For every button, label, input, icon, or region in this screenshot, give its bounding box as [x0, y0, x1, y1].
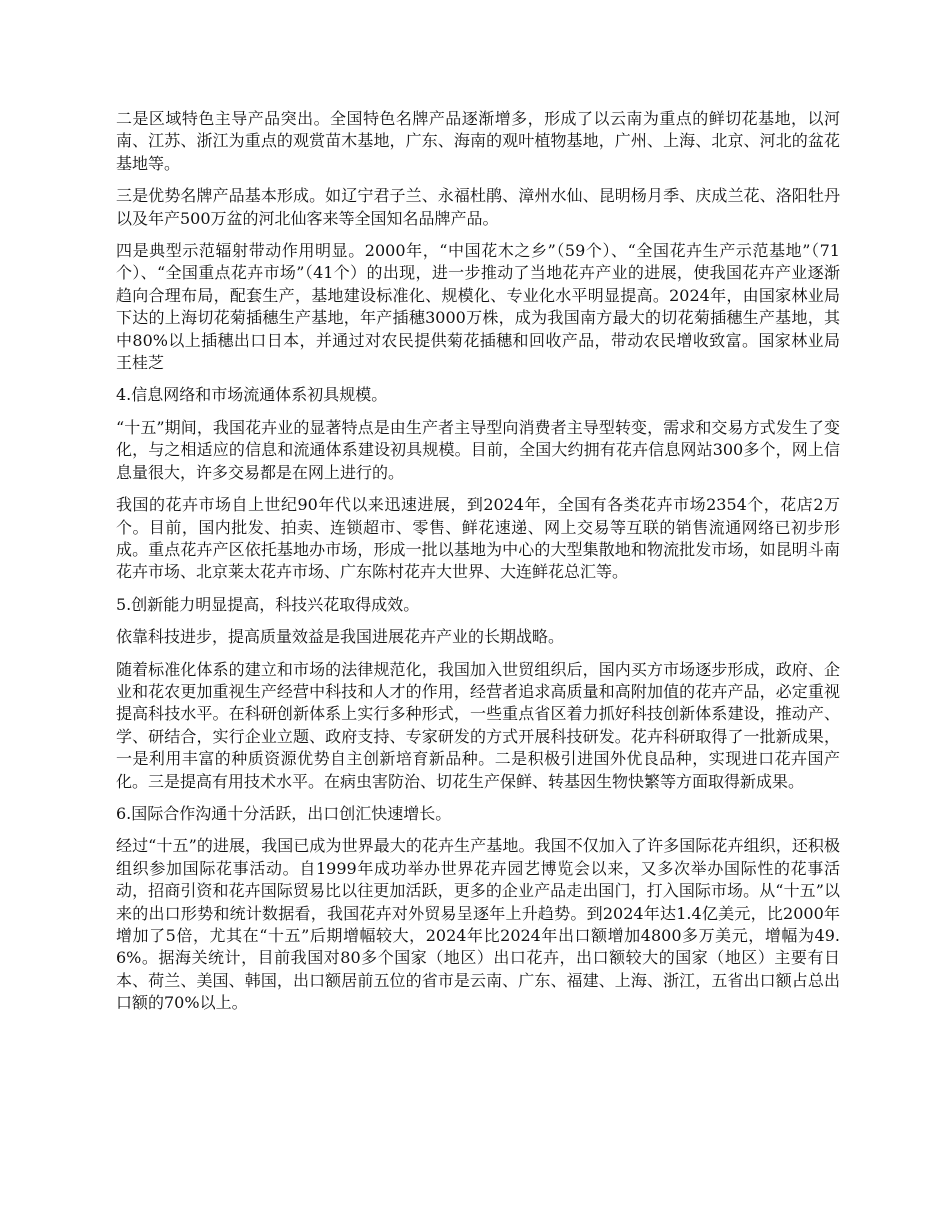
paragraph-demonstration-effect: 四是典型示范辐射带动作用明显。2000年，“中国花木之乡”（59个）、“全国花卉生产示范基地”（71个）、“全国重点花卉市场”（41个）的出现，进一步推动了当地花卉产业的进展，使我国花卉产业逐渐趋向合理布局，配套生产，基地建设标准化、规模化、专业化水平明显提高。2024年，由国家林业局下达的上海切花菊插穗生产基地，年产插穗3000万株，成为我国南方最大的切花菊插穗生产基地，其中80%以上插穗出口日本，并通过对农民提供菊花插穗和回收产品，带动农民增收致富。国家林业局 王桂芝 [116, 241, 840, 373]
paragraph-tech-strategy: 依靠科技进步，提高质量效益是我国进展花卉产业的长期战略。 [116, 627, 565, 647]
section-heading-5: 5.创新能力明显提高，科技兴花取得成效。 [116, 594, 420, 614]
paragraph-flower-markets: 我国的花卉市场自上世纪90年代以来迅速进展，到2024年，全国有各类花卉市场2354个，花店2万个。目前，国内批发、拍卖、连锁超市、零售、鲜花速递、网上交易等互联的销售流通网络已初步形成。重点花卉产区依托基地办市场，形成一批以基地为中心的大型集散地和物流批发市场，如昆明斗南花卉市场、北京莱太花卉市场、广东陈村花卉大世界、大连鲜花总汇等。 [116, 495, 840, 582]
paragraph-information-network: “十五”期间，我国花卉业的显著特点是由生产者主导型向消费者主导型转变，需求和交易方式发生了变化，与之相适应的信息和流通体系建设初具规模。目前，全国大约拥有花卉信息网站300多个，网上信息量很大，许多交易都是在网上进行的。 [116, 417, 840, 482]
paragraph-brand-products: 三是优势名牌产品基本形成。如辽宁君子兰、永福杜鹃、漳州水仙、昆明杨月季、庆成兰花、洛阳牡丹以及年产500万盆的河北仙客来等全国知名品牌产品。 [116, 186, 840, 228]
paragraph-research-innovation: 随着标准化体系的建立和市场的法律规范化，我国加入世贸组织后，国内买方市场逐步形成，政府、企业和花农更加重视生产经营中科技和人才的作用，经营者追求高质量和高附加值的花卉产品，必定重视提高科技水平。在科研创新体系上实行多种形式，一些重点省区着力抓好科技创新体系建设，推动产、学、研结合，实行企业立题、政府支持、专家研发的方式开展科技研发。花卉科研取得了一批新成果，一是利用丰富的种质资源优势自主创新培育新品种。二是积极引进国外优良品种，实现进口花卉国产化。三是提高有用技术水平。在病虫害防治、切花生产保鲜、转基因生物快繁等方面取得新成果。 [116, 659, 840, 791]
paragraph-regional-products: 二是区域特色主导产品突出。全国特色名牌产品逐渐增多，形成了以云南为重点的鲜切花基地，以河南、江苏、浙江为重点的观赏苗木基地，广东、海南的观叶植物基地，广州、上海、北京、河北的盆花基地等。 [116, 109, 840, 173]
section-heading-4: 4.信息网络和市场流通体系初具规模。 [116, 385, 388, 405]
document-body [116, 108, 840, 1025]
paragraph-international-trade: 经过“十五”的进展，我国已成为世界最大的花卉生产基地。我国不仅加入了许多国际花卉组织，还积极组织参加国际花事活动。自1999年成功举办世界花卉园艺博览会以来，又多次举办国际性的花事活动，招商引资和花卉国际贸易比以往更加活跃，更多的企业产品走出国门，打入国际市场。从“十五”以来的出口形势和统计数据看，我国花卉对外贸易呈逐年上升趋势。到2024年达1.4亿美元，比2000年增加了5倍，尤其在“十五”后期增幅较大，2024年比2024年出口额增加4800多万美元，增幅为49.6%。据海关统计，目前我国对80多个国家（地区）出口花卉，出口额较大的国家（地区）主要有日本、荷兰、美国、韩国，出口额居前五位的省市是云南、广东、福建、上海、浙江，五省出口额占总出口额的70%以上。 [116, 836, 840, 1013]
section-heading-6: 6.国际合作沟通十分活跃，出口创汇快速增长。 [116, 803, 452, 823]
